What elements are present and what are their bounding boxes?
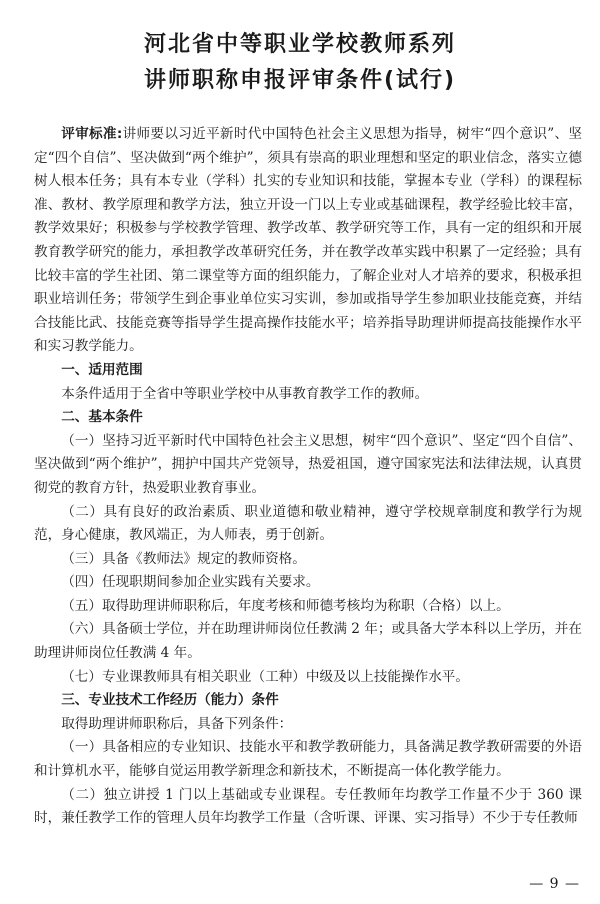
section-2-item: （七）专业课教师具有相关职业（工种）中级及以上技能操作水平。	[61, 668, 469, 685]
section-3-item: （一）具备相应的专业知识、技能水平和教学教研能力，具备满足教学教研需要的外语和计算机水平，能够自觉运用教学新理念和新技术，不断提高一体化教学能力。	[34, 739, 582, 780]
section-3-intro: 取得助理讲师职称后，具备下列条件：	[61, 715, 293, 732]
section-2-item: （二）具有良好的政治素质、职业道德和敬业精神，遵守学校规章制度和教学行为规范，身心健康，教风端正，为人师表，勇于创新。	[34, 503, 582, 544]
section-2-heading: 二、基本条件	[61, 409, 143, 426]
section-1-heading: 一、适用范围	[61, 361, 143, 378]
document-title-line-1: 河北省中等职业学校教师系列	[143, 32, 456, 57]
section-3-item: （二）独立讲授 1 门以上基础或专业课程。专任教师年均教学工作量不少于 360 课时，兼任教学工作的管理人员年均教学工作量（含听课、评课、实习指导）不少于专任教师	[34, 786, 582, 827]
section-1-text: 本条件适用于全省中等职业学校中从事教育教学工作的教师。	[61, 385, 429, 402]
section-3-heading: 三、专业技术工作经历（能力）条件	[61, 692, 279, 709]
section-2-item: （六）具备硕士学位，并在助理讲师岗位任教满 2 年；或具备大学本科以上学历，并在助理讲师岗位任教满 4 年。	[34, 621, 582, 662]
section-2-item: （三）具备《教师法》规定的教师资格。	[61, 550, 306, 567]
standard-paragraph	[34, 123, 582, 359]
section-2-item: （四）任现职期间参加企业实践有关要求。	[61, 574, 320, 591]
standard-label: 评审标准:	[61, 126, 123, 142]
document-body	[34, 123, 582, 831]
document-title-line-2: 讲师职称申报评审条件(试行)	[143, 68, 457, 93]
section-2-item: （一）坚持习近平新时代中国特色社会主义思想，树牢“四个意识”、坚定“四个自信”、坚决做到“两个维护”，拥护中国共产党领导，热爱祖国，遵守国家宪法和法律法规，认真贯彻党的教育方针，热爱职业教育事业。	[34, 432, 582, 496]
standard-text: 讲师要以习近平新时代中国特色社会主义思想为指导，树牢“四个意识”、坚定“四个自信”、坚决做到“两个维护”，须具有崇高的职业理想和坚定的职业信念，落实立德树人根本任务；具有本专业（学科）扎实的专业知识和技能，掌握本专业（学科）的课程标准、教材、教学原理和教学方法，独立开设一门以上专业或基础课程，教学经验比较丰富，教学效果好；积极参与学校教学管理、教学改革、教学研究等工作，具有一定的组织和开展教育教学研究的能力，承担教学改革研究任务，并在教学改革实践中积累了一定经验；具有比较丰富的学生社团、第二课堂等方面的组织能力，了解企业对人才培养的要求，积极承担职业培训任务；带领学生到企事业单位实习实训，参加或指导学生参加职业技能竞赛，并结合技能比武、技能竞赛等指导学生提高操作技能水平；培养指导助理讲师提高技能操作水平和实习教学能力。	[34, 126, 582, 355]
section-2-item: （五）取得助理讲师职称后，年度考核和师德考核均为称职（合格）以上。	[61, 597, 510, 614]
page-number: — 9 —	[529, 876, 580, 892]
